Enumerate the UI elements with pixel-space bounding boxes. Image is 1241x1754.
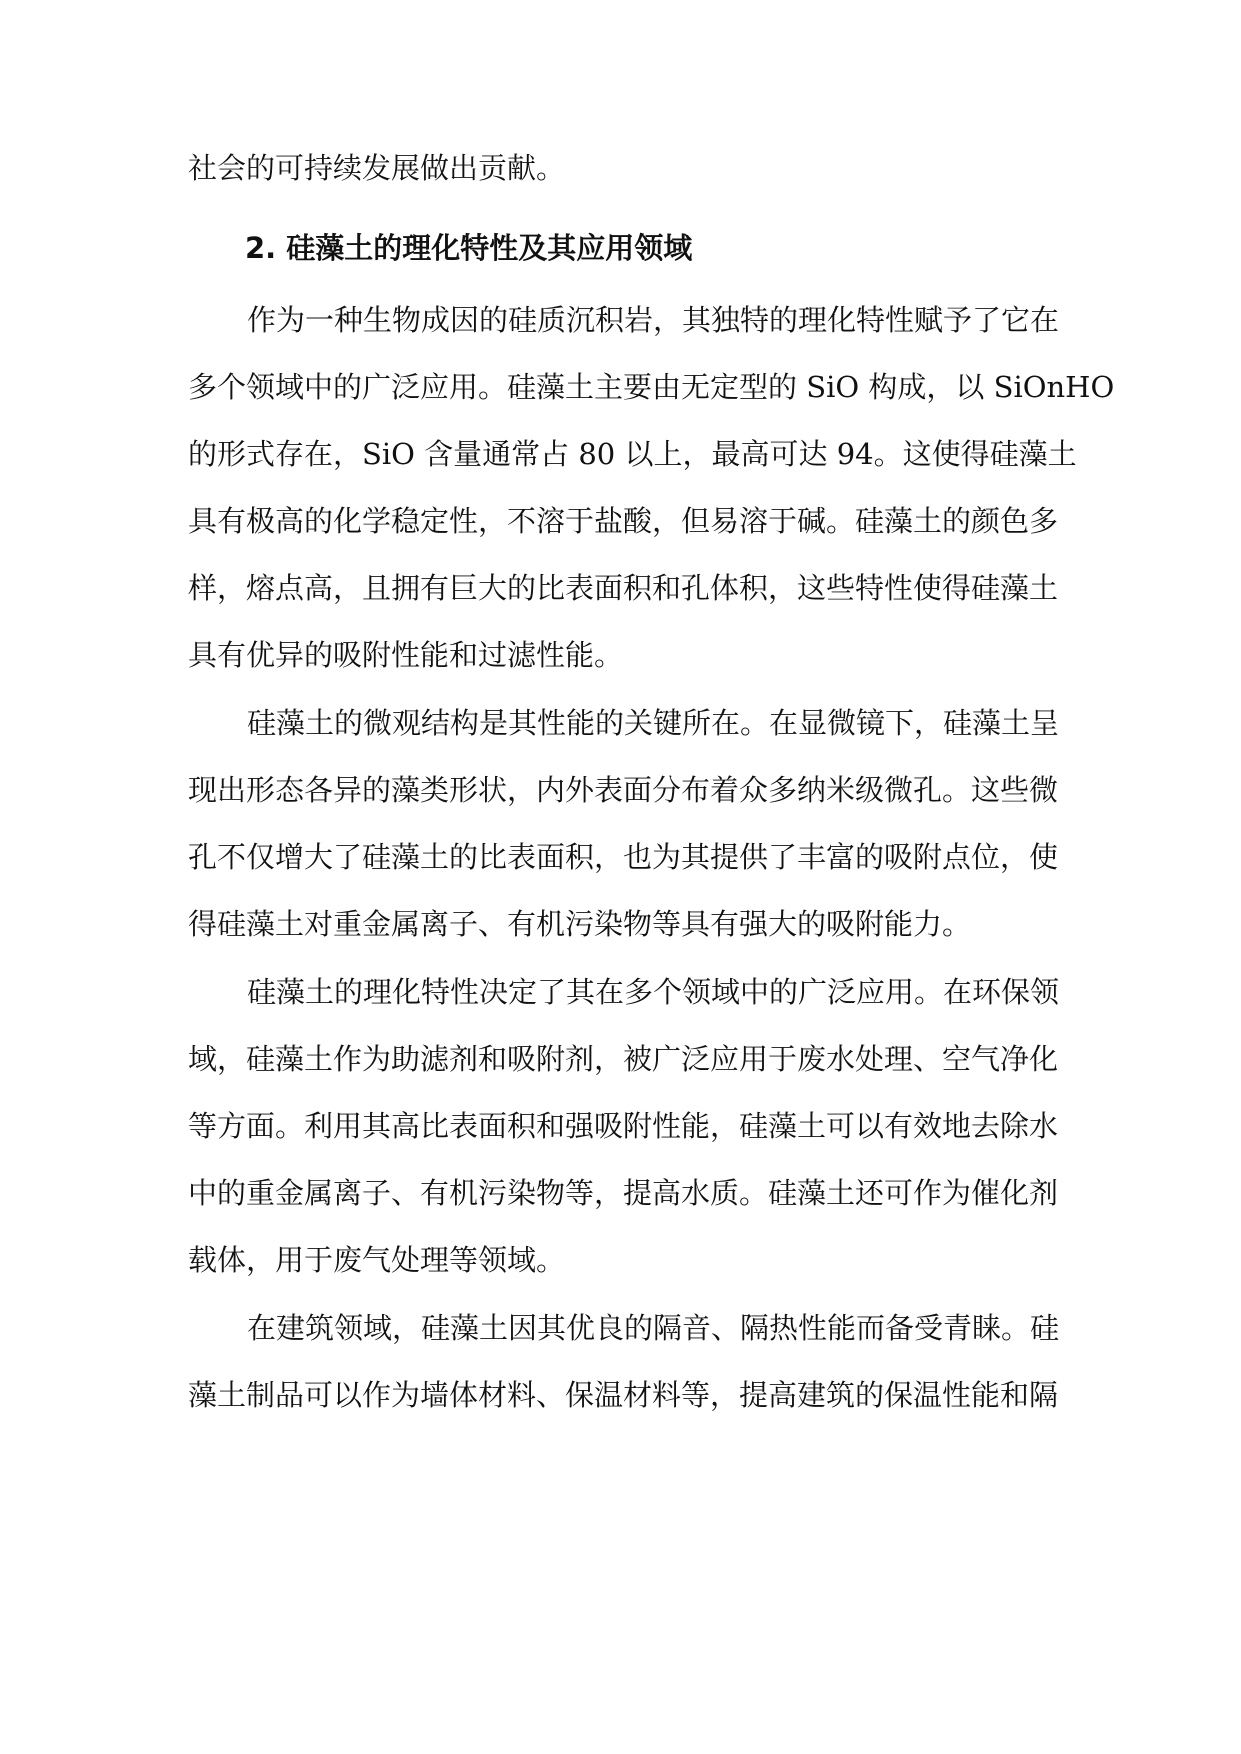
paragraph-line: 得硅藻土对重金属离子、有机污染物等具有强大的吸附能力。	[188, 907, 972, 941]
paragraph-line: 等方面。利用其高比表面积和强吸附性能，硅藻土可以有效地去除水	[188, 1109, 1059, 1143]
paragraph-line: 样，熔点高，且拥有巨大的比表面积和孔体积，这些特性使得硅藻土	[188, 571, 1059, 605]
paragraph-line: 孔不仅增大了硅藻土的比表面积，也为其提供了丰富的吸附点位，使	[188, 840, 1059, 874]
paragraph-line: 藻土制品可以作为墙体材料、保温材料等，提高建筑的保温性能和隔	[188, 1378, 1059, 1412]
section-heading: 2. 硅藻土的理化特性及其应用领域	[245, 231, 693, 265]
paragraph-line: 作为一种生物成因的硅质沉积岩，其独特的理化特性赋予了它在	[247, 303, 1060, 337]
paragraph-line: 多个领域中的广泛应用。硅藻土主要由无定型的 SiO 构成，以 SiOnHO	[188, 370, 1115, 404]
paragraph-line: 硅藻土的微观结构是其性能的关键所在。在显微镜下，硅藻土呈	[247, 706, 1060, 740]
paragraph-line: 具有优异的吸附性能和过滤性能。	[188, 638, 624, 672]
paragraph-line: 具有极高的化学稳定性，不溶于盐酸，但易溶于碱。硅藻土的颜色多	[188, 504, 1059, 538]
paragraph-line: 硅藻土的理化特性决定了其在多个领域中的广泛应用。在环保领	[247, 975, 1060, 1009]
carryover-line: 社会的可持续发展做出贡献。	[188, 151, 566, 185]
paragraph-line: 现出形态各异的藻类形状，内外表面分布着众多纳米级微孔。这些微	[188, 773, 1059, 807]
paragraph-line: 在建筑领域，硅藻土因其优良的隔音、隔热性能而备受青睐。硅	[247, 1311, 1060, 1345]
paragraph-line: 的形式存在，SiO 含量通常占 80 以上，最高可达 94。这使得硅藻土	[188, 437, 1077, 471]
paragraph-line: 载体，用于废气处理等领域。	[188, 1243, 566, 1277]
paragraph-line: 域，硅藻土作为助滤剂和吸附剂，被广泛应用于废水处理、空气净化	[188, 1042, 1059, 1076]
paragraph-line: 中的重金属离子、有机污染物等，提高水质。硅藻土还可作为催化剂	[188, 1176, 1059, 1210]
